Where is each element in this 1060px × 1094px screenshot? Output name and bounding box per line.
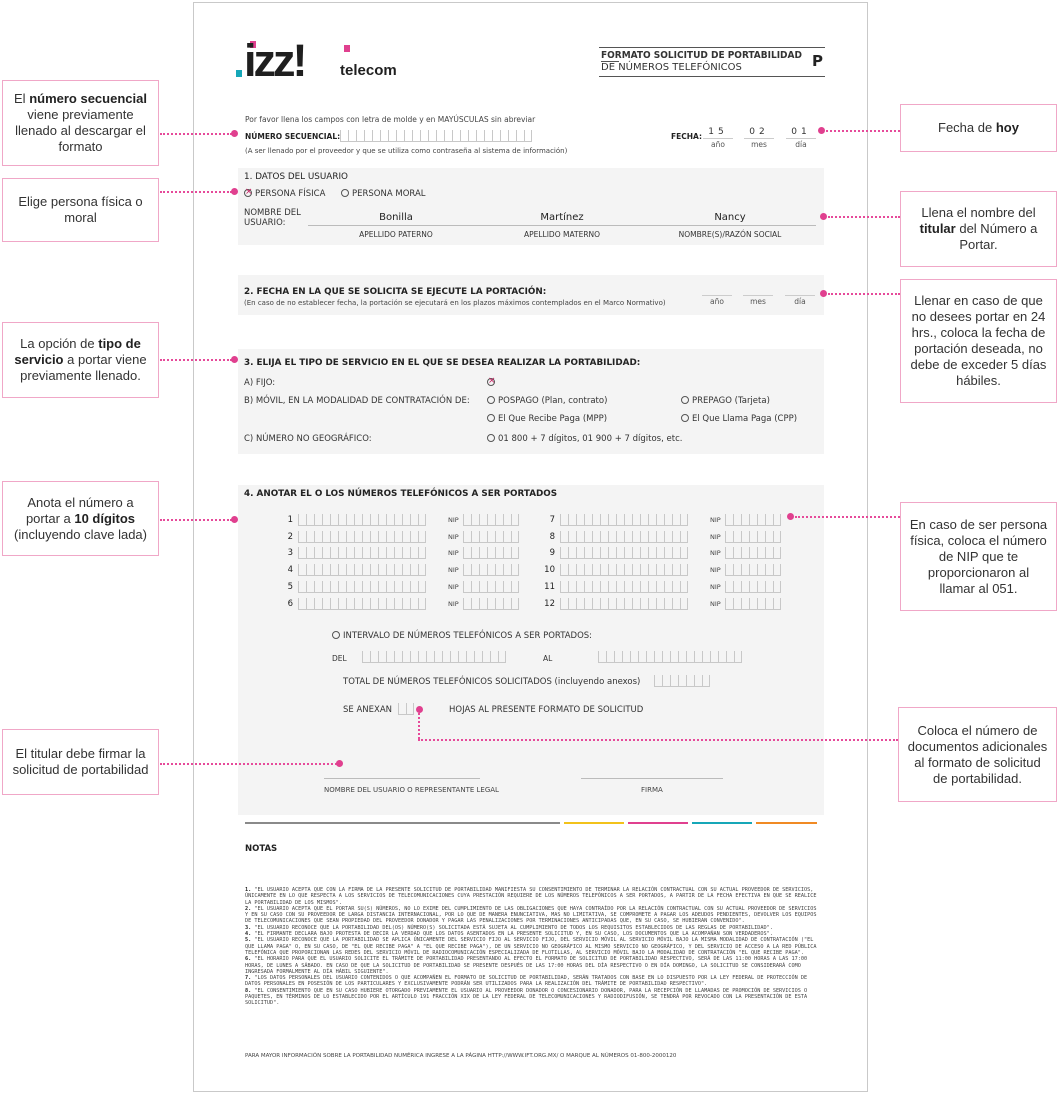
signature-name-caption: NOMBRE DEL USUARIO O REPRESENTANTE LEGAL	[324, 786, 499, 794]
marker-nombre	[820, 213, 827, 220]
name-label-line1: NOMBRE DEL	[244, 208, 301, 218]
note-number: 5.	[245, 937, 255, 944]
connector-fecha	[826, 130, 900, 132]
persona-moral-radio[interactable]	[341, 189, 349, 197]
logo-telecom-text: telecom	[340, 62, 397, 79]
signature-name-line[interactable]	[324, 778, 480, 779]
total-label: TOTAL DE NÚMEROS TELEFÓNICOS SOLICITADOS (incluyendo anexos)	[343, 677, 641, 687]
note-number: 7.	[245, 975, 255, 982]
persona-fisica-radio[interactable]	[244, 189, 252, 197]
nip-field[interactable]	[463, 564, 519, 576]
fijo-label: A) FIJO:	[244, 378, 276, 388]
notes-list	[245, 887, 821, 1007]
date-year-value: 15	[703, 127, 733, 139]
nip-label: NIP	[448, 599, 459, 608]
interval-al-field[interactable]	[598, 651, 742, 663]
phone-number-field[interactable]	[298, 514, 426, 526]
prepago-label: PREPAGO (Tarjeta)	[692, 396, 770, 406]
seq-label: NÚMERO SECUENCIAL:	[245, 132, 341, 141]
nip-field[interactable]	[725, 514, 781, 526]
interval-del-field[interactable]	[362, 651, 506, 663]
note-item	[245, 988, 821, 1007]
divider-pink	[628, 822, 688, 824]
callout-nombre: Llena el nombre del titular del Número a Portar.	[900, 191, 1057, 267]
note-text: "EL USUARIO RECONOCE QUE LA PORTABILIDAD DEL(OS) NÚMERO(S) SOLICITADA ESTÁ SUJETA AL CUMPLIMIENTO DE TODOS LOS REQUISITOS ESTABLECIDOS DE LAS REGLAS DE PORTABILIDAD".	[254, 924, 773, 931]
connector-servicio	[160, 359, 232, 361]
date-day-caption: día	[795, 140, 807, 149]
mpp-label: El Que Recibe Paga (MPP)	[498, 414, 608, 424]
marker-secuencial	[231, 130, 238, 137]
section-user-data	[238, 168, 824, 245]
connector-documentos-v	[418, 713, 420, 739]
date-year[interactable]	[703, 127, 733, 149]
phone-row-right-4	[541, 564, 841, 577]
nip-field[interactable]	[463, 547, 519, 559]
note-text: "EL USUARIO ACEPTA QUE EL PORTAR SU(S) NÚMEROS, NO LO EXIME DEL CUMPLIMIENTO DE LAS OBLIGACIONES QUE HAYA CONTRAÍDO POR LA RELACIÓN CONTRACTUAL CON SU ACTUAL PROVEEDOR DE SERVICIOS Y EN SU CASO CON SU PROVEEDOR DE LARGA DISTANCIA INTERNACIONAL, POR LO QUE DE MANERA ENUNCIATIVA, MAS NO LIMITATIVA, SE COMPROMETE A PAGAR LOS ADEUDOS PENDIENTES, DEVOLVER LOS EQUIPOS DE TELECOMUNICACIONES QUE SEAN PROPIEDAD DEL PROVEEDOR DONADOR Y PAGAR LAS PENALIZACIONES POR TERMINACIONES ANTICIPADAS QUE, EN SU CASO, SE HUBIERAN CONVENIDO".	[245, 905, 817, 925]
connector-documentos-h	[418, 739, 898, 741]
interval-del-label: DEL	[332, 654, 347, 663]
nombre-value[interactable]: Nancy	[714, 212, 746, 223]
phone-row-number: 6	[287, 598, 293, 609]
signature-firma-caption: FIRMA	[641, 786, 663, 794]
cpp-radio[interactable]	[681, 414, 689, 422]
marker-nip	[787, 513, 794, 520]
footer-info: PARA MAYOR INFORMACIÓN SOBRE LA PORTABILIDAD NUMÉRICA INGRESE A LA PÁGINA HTTP://WWW.IFT.ORG.MX/ O MARQUE AL NÚMEROS 01-800-2000120	[245, 1053, 677, 1059]
nip-field[interactable]	[725, 531, 781, 543]
pospago-radio[interactable]	[487, 396, 495, 404]
name-label	[244, 208, 301, 228]
date-month-value: 02	[744, 127, 774, 139]
divider-yellow	[564, 822, 624, 824]
phone-number-field[interactable]	[298, 547, 426, 559]
portation-day[interactable]	[785, 284, 815, 306]
signature-firma-line[interactable]	[581, 778, 723, 779]
no-geo-option[interactable]	[487, 434, 682, 444]
no-geo-label: C) NÚMERO NO GEOGRÁFICO:	[244, 434, 372, 444]
connector-firma	[160, 763, 337, 765]
note-number: 4.	[245, 931, 255, 938]
portation-day-box	[785, 284, 815, 296]
phone-row-number: 3	[287, 548, 293, 559]
phone-row-left-6	[279, 598, 579, 611]
connector-nip	[795, 516, 900, 518]
note-text: "LOS DATOS PERSONALES DEL USUARIO CONTENIDOS O QUE ACOMPAÑEN EL FORMATO DE SOLICITUD DE PORTABILIDAD, SERÁN TRATADOS CON BASE EN LO DISPUESTO POR LA LEY FEDERAL DE PROTECCIÓN DE DATOS PERSONALES EN POSESIÓN DE LOS PARTICULARES Y EXCLUSIVAMENTE PODRÁN SER UTILIZADOS PARA LA REALIZACIÓN DEL TRÁMITE DE PORTABILIDAD RESPECTIVO".	[245, 975, 808, 988]
divider-gray	[245, 822, 560, 824]
phone-number-field[interactable]	[560, 514, 688, 526]
callout-nip: En caso de ser persona física, coloca el número de NIP que te proporcionaron al llamar al 051.	[900, 502, 1057, 611]
phone-row-left-2	[279, 531, 579, 544]
phone-row-number: 5	[287, 581, 293, 592]
nip-field[interactable]	[725, 547, 781, 559]
cpp-option[interactable]	[681, 414, 797, 424]
phone-number-field[interactable]	[298, 598, 426, 610]
notes-title: NOTAS	[245, 844, 278, 854]
callout-persona: Elige persona física o moral	[2, 178, 159, 242]
phone-row-number: 2	[287, 531, 293, 542]
portation-month-caption: mes	[750, 297, 766, 306]
phone-row-number: 4	[287, 565, 293, 576]
phone-number-field[interactable]	[560, 598, 688, 610]
nip-label: NIP	[710, 582, 721, 591]
date-day-value: 01	[786, 127, 816, 139]
phone-number-field[interactable]	[560, 564, 688, 576]
phone-row-number: 1	[287, 515, 293, 525]
nip-field[interactable]	[463, 581, 519, 593]
phone-number-field[interactable]	[560, 531, 688, 543]
movil-label: B) MÓVIL, EN LA MODALIDAD DE CONTRATACIÓN DE:	[244, 396, 470, 406]
nip-label: NIP	[448, 516, 459, 524]
nip-label: NIP	[448, 582, 459, 591]
note-text: "EL USUARIO ACEPTA QUE CON LA FIRMA DE LA PRESENTE SOLICITUD DE PORTABILIDAD MANIFIESTA SU CONSENTIMIENTO DE TERMINAR LA RELACIÓN CONTRACTUAL CON SU ACTUAL PROVEEDOR DE SERVICIOS, ÚNICAMENTE EN LO QUE RESPECTA A LOS SERVICIOS DE TELECOMUNICACIONES CUYA PRESTACIÓN REQUIERE DE LOS NÚMEROS TELEFÓNICOS A SER PORTADOS, A PARTIR DE LA FECHA EFECTIVA EN QUE SE REALICE LA PORTABILIDAD DE LOS MISMOS".	[245, 887, 817, 906]
phone-row-right-2	[541, 531, 841, 544]
note-number: 3.	[245, 924, 255, 931]
color-divider-bar	[245, 822, 817, 824]
mpp-radio[interactable]	[487, 414, 495, 422]
pospago-option[interactable]	[487, 396, 607, 406]
name-label-line2: USUARIO:	[244, 218, 286, 228]
section-3-title: 3. ELIJA EL TIPO DE SERVICIO EN EL QUE SE DESEA REALIZAR LA PORTABILIDAD:	[244, 358, 641, 368]
apellido-paterno-caption: APELLIDO PATERNO	[359, 230, 433, 239]
nip-field[interactable]	[725, 564, 781, 576]
seq-note: (A ser llenado por el proveedor y que se utiliza como contraseña al sistema de información)	[245, 147, 568, 155]
portation-year-box	[702, 284, 732, 296]
name-input-line[interactable]	[308, 225, 816, 226]
marker-fecha	[818, 127, 825, 134]
fijo-radio[interactable]	[487, 378, 495, 386]
connector-portacion	[828, 293, 900, 295]
connector-numero	[160, 519, 232, 521]
apellido-materno-caption: APELLIDO MATERNO	[523, 230, 601, 239]
prepago-option[interactable]	[681, 396, 770, 406]
phone-row-left-5	[279, 581, 579, 594]
no-geo-radio[interactable]	[487, 434, 495, 442]
persona-fisica-option[interactable]	[244, 189, 325, 199]
hojas-label: HOJAS AL PRESENTE FORMATO DE SOLICITUD	[449, 705, 644, 715]
section-2-title: 2. FECHA EN LA QUE SE SOLICITA SE EJECUTE LA PORTACIÓN:	[244, 287, 547, 297]
form-letter: P	[812, 52, 823, 70]
portability-form-page	[193, 2, 868, 1092]
note-item	[245, 906, 821, 925]
phone-row-number: 12	[544, 598, 555, 609]
phone-row-right-3	[541, 547, 841, 560]
section-2-note: (En caso de no establecer fecha, la portación se ejecutará en los plazos máximos contemplados en el Marco Normativo)	[244, 299, 666, 307]
persona-fisica-label: PERSONA FÍSICA	[255, 189, 326, 199]
phone-number-field[interactable]	[298, 564, 426, 576]
phone-row-number: 9	[549, 548, 555, 559]
nip-label: NIP	[448, 532, 459, 541]
anexan-label: SE ANEXAN	[343, 705, 393, 715]
date-month-caption: mes	[751, 140, 767, 149]
form-title-line1: FORMATO SOLICITUD DE PORTABILIDAD	[601, 50, 802, 61]
note-text: "EL HORARIO PARA QUE EL USUARIO SOLICITE EL TRÁMITE DE PORTABILIDAD PRESENTANDO AL EFECTO EL FORMATO DE SOLICITUD DE PORTABILIDAD RESPECTIVO, SERÁ DE LAS 11:00 HORAS A LAS 17:00 HORAS, DE LUNES A SÁBADO. EN CASO DE QUE LA SOLICITUD DE PORTABILIDAD SE PRESENTE DESPUÉS DE LAS 17:00 HORAS DEL DÍA RESPECTIVO O EN DÍA DOMINGO, LA SOLICITUD SE CONSIDERARÁ COMO INGRESADA FORMALMENTE AL DÍA HÁBIL SIGUIENTE".	[245, 956, 808, 975]
nip-field[interactable]	[463, 598, 519, 610]
note-text: "EL FIRMANTE DECLARA BAJO PROTESTA DE DECIR LA VERDAD QUE LOS DATOS ASENTADOS EN LA PRESENTE SOLICITUD Y, EN SU CASO, LOS DOCUMENTOS QUE LA ACOMPAÑAN SON VERDADEROS".	[254, 931, 773, 938]
nip-label: NIP	[448, 549, 459, 558]
date-label: FECHA:	[671, 132, 702, 141]
fijo-option[interactable]	[487, 378, 498, 388]
nip-label: NIP	[710, 599, 721, 608]
connector-secuencial	[160, 133, 232, 135]
section-1-title: 1. DATOS DEL USUARIO	[244, 172, 348, 182]
nip-label: NIP	[448, 566, 459, 575]
nip-field[interactable]	[725, 598, 781, 610]
portation-year-caption: año	[710, 297, 724, 306]
phone-row-number: 10	[544, 565, 555, 576]
marker-numero	[231, 516, 238, 523]
note-number: 2.	[245, 905, 255, 912]
apellido-materno-value[interactable]: Martínez	[540, 212, 584, 223]
section-phone-numbers	[238, 485, 824, 815]
persona-moral-label: PERSONA MORAL	[352, 189, 426, 199]
no-geo-option-label: 01 800 + 7 dígitos, 01 900 + 7 dígitos, etc.	[498, 434, 683, 444]
logo-square-cyan	[236, 70, 242, 77]
logo-izzi-text: izz!	[244, 35, 305, 86]
marker-portacion	[820, 290, 827, 297]
marker-persona	[231, 188, 238, 195]
prepago-radio[interactable]	[681, 396, 689, 404]
logo-square-pink-2	[344, 45, 350, 52]
nip-label: NIP	[710, 566, 721, 575]
section-portation-date	[238, 275, 824, 315]
note-item	[245, 975, 821, 988]
phone-row-right-6	[541, 598, 841, 611]
divider-cyan	[692, 822, 752, 824]
nip-field[interactable]	[725, 581, 781, 593]
interval-option[interactable]	[332, 631, 592, 641]
phone-row-left-3	[279, 547, 579, 560]
note-number: 6.	[245, 956, 255, 963]
form-title-box	[599, 47, 825, 77]
total-field[interactable]	[654, 675, 710, 687]
section-4-title: 4. ANOTAR EL O LOS NÚMEROS TELEFÓNICOS A SER PORTADOS	[244, 489, 558, 499]
nombre-caption: NOMBRE(S)/RAZÓN SOCIAL	[678, 230, 782, 239]
nip-label: NIP	[710, 532, 721, 541]
phone-row-number: 8	[549, 531, 555, 542]
portation-month-box	[743, 284, 773, 296]
phone-number-field[interactable]	[560, 581, 688, 593]
callout-secuencial: El número secuencial viene previamente llenado al descargar el formato	[2, 80, 159, 166]
portation-year[interactable]	[702, 284, 732, 306]
note-item	[245, 887, 821, 906]
anexan-field[interactable]	[398, 703, 414, 715]
nip-label: NIP	[710, 516, 721, 524]
phone-number-field[interactable]	[298, 531, 426, 543]
phone-row-number: 11	[544, 581, 555, 592]
note-item	[245, 937, 821, 956]
portation-day-caption: día	[794, 297, 806, 306]
date-month[interactable]	[744, 127, 774, 149]
nip-field[interactable]	[463, 514, 519, 526]
callout-documentos: Coloca el número de documentos adicionales al formato de solicitud de portabilidad.	[898, 707, 1057, 802]
callout-fecha: Fecha de hoy	[900, 104, 1057, 152]
note-text: "EL USUARIO RECONOCE QUE LA PORTABILIDAD SE APLICA ÚNICAMENTE DEL SERVICIO FIJO AL SERVICIO FIJO, DEL SERVICIO MÓVIL AL SERVICIO MÓVIL BAJO LA MISMA MODALIDAD DE CONTRATACIÓN ("EL QUE LLAMA PAGA" O, EN SU CASO, DE "EL QUE RECIBE PAGA" A "EL QUE RECIBE PAGA"), DE UN SERVICIO NO GEOGRÁFICO AL MISMO SERVICIO NO GEOGRÁFICO, Y DEL SERVICIO DE ACCESO A LA RED PÚBLICA TELEFÓNICA QUE PROPORCIONAN LAS REDES DEL SERVICIO MÓVIL DE RADIOCOMUNICACIÓN ESPECIALIZADA DE FLOTILLAS, AL SERVICIO MÓVIL BAJO LA MODALIDAD DE CONTRATACIÓN "EL QUE RECIBE PAGA".	[245, 937, 817, 956]
mpp-option[interactable]	[487, 414, 607, 424]
marker-servicio	[231, 356, 238, 363]
phone-row-right-5	[541, 581, 841, 594]
note-text: "EL CONSENTIMIENTO QUE EN SU CASO HUBIERE OTORGADO PREVIAMENTE EL USUARIO AL PROVEEDOR DONADOR O CONCESIONARIO DONADOR, PARA LA RECEPCIÓN DE LLAMADAS DE PROMOCIÓN DE SERVICIOS O PAQUETES, EN TÉRMINOS DE LO ESTABLECIDO POR EL ARTÍCULO 191 FRACCIÓN XIX DE LA LEY FEDERAL DE TELECOMUNICACIONES Y RADIODIFUSIÓN, SE TENDRÁ POR REVOCADO CON LA PRESENTACIÓN DE ESTA SOLICITUD".	[245, 987, 808, 1007]
nip-field[interactable]	[463, 531, 519, 543]
callout-servicio: La opción de tipo de servicio a portar viene previamente llenado.	[2, 322, 159, 398]
interval-al-label: AL	[543, 654, 553, 663]
callout-firma: El titular debe firmar la solicitud de portabilidad	[2, 729, 159, 795]
phone-row-left-4	[279, 564, 579, 577]
callout-numero: Anota el número a portar a 10 dígitos (incluyendo clave lada)	[2, 481, 159, 556]
callout-portacion: Llenar en caso de que no desees portar en 24 hrs., coloca la fecha de portación deseada, no debe de exceder 5 días hábiles.	[900, 279, 1057, 403]
connector-persona	[160, 191, 232, 193]
apellido-paterno-value[interactable]: Bonilla	[379, 212, 413, 223]
pospago-label: POSPAGO (Plan, contrato)	[498, 396, 608, 406]
note-item	[245, 956, 821, 975]
interval-label: INTERVALO DE NÚMEROS TELEFÓNICOS A SER PORTADOS:	[343, 631, 593, 641]
nip-label: NIP	[710, 549, 721, 558]
izzi-telecom-logo	[236, 35, 416, 86]
note-number: 8.	[245, 987, 255, 994]
note-number: 1.	[245, 887, 255, 893]
cpp-label: El Que Llama Paga (CPP)	[692, 414, 798, 424]
marker-firma	[336, 760, 343, 767]
seq-number-field[interactable]	[340, 130, 532, 142]
date-year-caption: año	[711, 140, 725, 149]
divider-orange	[756, 822, 817, 824]
phone-row-number: 7	[549, 515, 555, 525]
connector-nombre	[828, 216, 900, 218]
date-day[interactable]	[786, 127, 816, 149]
phone-number-field[interactable]	[560, 547, 688, 559]
persona-moral-option[interactable]	[341, 189, 426, 199]
portation-month[interactable]	[743, 284, 773, 306]
section-service-type	[238, 349, 824, 454]
marker-documentos	[416, 706, 423, 713]
form-instructions: Por favor llena los campos con letra de molde y en MAYÚSCULAS sin abreviar	[245, 115, 536, 124]
phone-row-left-1	[279, 514, 579, 527]
phone-number-field[interactable]	[298, 581, 426, 593]
interval-radio[interactable]	[332, 631, 340, 639]
form-title-line2: DE NÚMEROS TELEFÓNICOS	[601, 62, 742, 73]
